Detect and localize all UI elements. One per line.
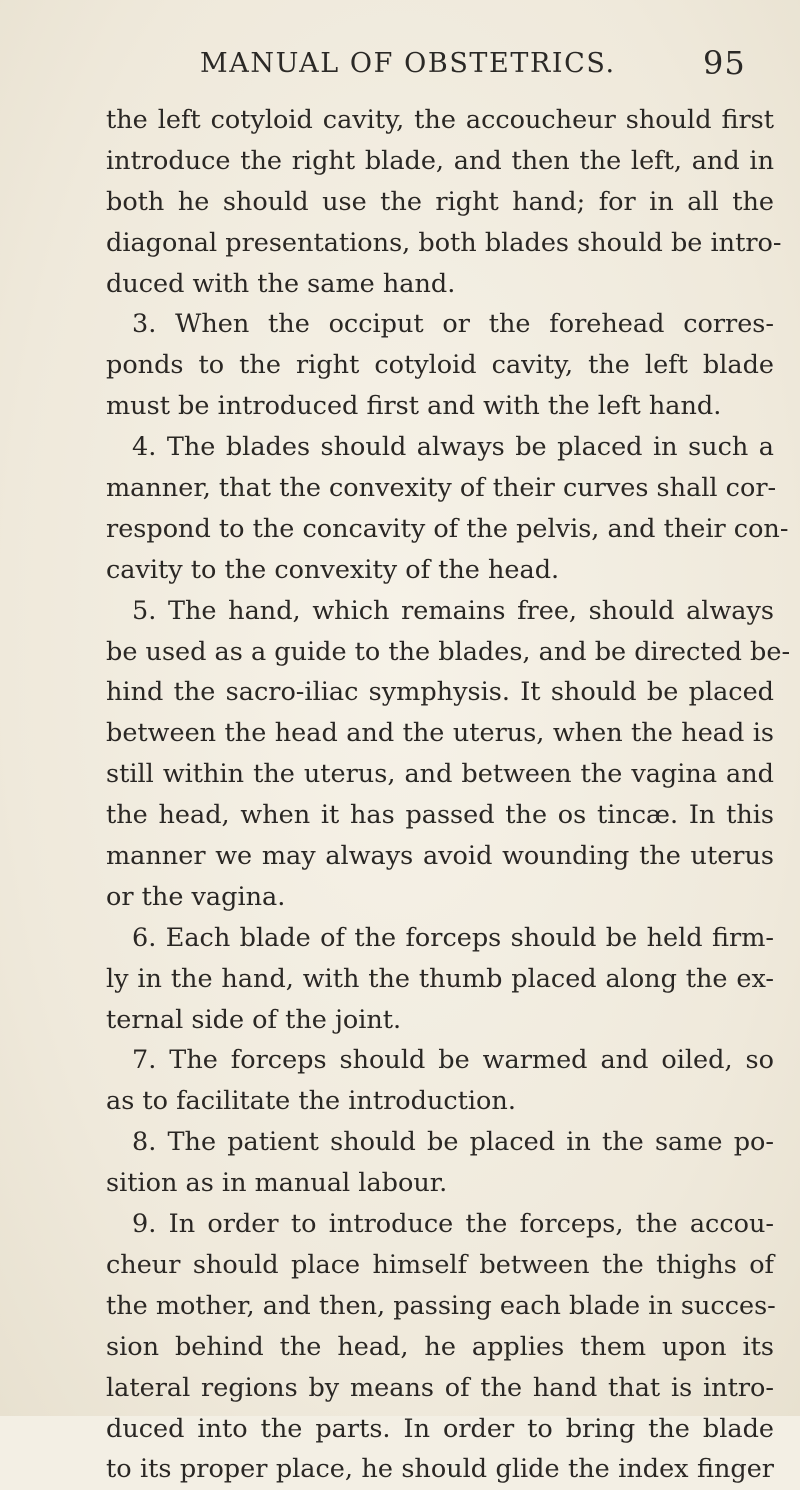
text-line: 3. When the occiput or the forehead corres- [132, 309, 774, 340]
text-line: both he should use the right hand; for in all the [106, 186, 774, 217]
text-line: as to facilitate the introduction. [106, 1086, 516, 1117]
text-line: still within the uterus, and between the vagina and [106, 759, 774, 790]
text-line: the head, when it has passed the os tincæ. In this [106, 800, 774, 831]
text-line: 5. The hand, which remains free, should always [132, 595, 774, 626]
text-line: the mother, and then, passing each blade in succes- [106, 1290, 776, 1321]
text-line: lateral regions by means of the hand that is intro- [106, 1372, 774, 1403]
text-line: sion behind the head, he applies them upon its [106, 1331, 774, 1362]
text-line: ly in the hand, with the thumb placed along the ex- [106, 963, 774, 994]
text-line: manner we may always avoid wounding the uterus [106, 841, 774, 872]
running-header [0, 44, 800, 88]
text-line: ternal side of the joint. [106, 1004, 402, 1035]
text-line: manner, that the convexity of their curves shall cor- [106, 473, 777, 504]
text-line: the left cotyloid cavity, the accoucheur should first [106, 105, 774, 135]
text-line: diagonal presentations, both blades should be intro- [106, 227, 782, 258]
running-title: MANUAL OF OBSTETRICS. [200, 48, 616, 79]
text-line: be used as a guide to the blades, and be directed be- [106, 636, 791, 667]
body-text [106, 100, 791, 1490]
text-line: between the head and the uterus, when the head is [106, 718, 774, 749]
text-line: or the vagina. [106, 881, 286, 912]
text-line: ponds to the right cotyloid cavity, the left blade [106, 350, 774, 381]
text-line: 8. The patient should be placed in the same po- [132, 1127, 774, 1158]
text-line: 9. In order to introduce the forceps, the accou- [132, 1209, 774, 1240]
text-line: respond to the concavity of the pelvis, and their con- [106, 513, 789, 544]
text-line: duced with the same hand. [106, 268, 456, 299]
text-line: 6. Each blade of the forceps should be held firm- [132, 922, 774, 953]
text-line: duced into the parts. In order to bring the blade [106, 1413, 774, 1444]
text-line: 7. The forceps should be warmed and oiled, so [132, 1045, 774, 1076]
text-line: must be introduced first and with the left hand. [106, 391, 722, 422]
text-line: cheur should place himself between the thighs of [106, 1249, 774, 1280]
page-number: 95 [703, 44, 746, 82]
text-line: introduce the right blade, and then the left, and in [106, 145, 774, 176]
text-line: hind the sacro-iliac symphysis. It should be placed [106, 677, 774, 708]
text-line: to its proper place, he should glide the index finger [106, 1454, 774, 1485]
text-line: 4. The blades should always be placed in such a [132, 432, 774, 463]
text-line: cavity to the convexity of the head. [106, 554, 560, 585]
text-line: sition as in manual labour. [106, 1168, 448, 1199]
